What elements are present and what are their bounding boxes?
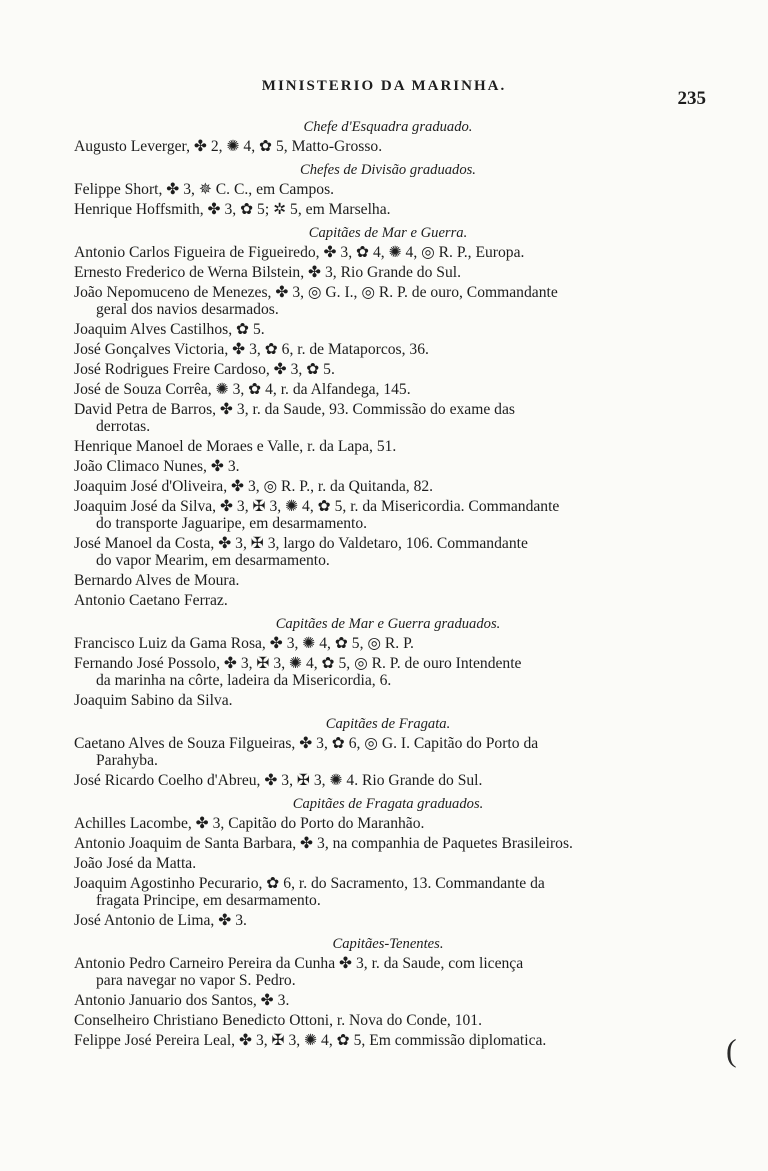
officer-entry (74, 655, 702, 689)
entry-text: José de Souza Corrêa, ✺ 3, ✿ 4, r. da Alfandega, 145. (74, 381, 411, 398)
page-body (74, 112, 702, 1052)
entry-continuation: geral dos navios desarmados. (96, 301, 279, 318)
entry-text: Joaquim Sabino da Silva. (74, 692, 233, 709)
officer-entry (74, 284, 702, 318)
section-heading: Capitães de Fragata. (325, 716, 451, 732)
entry-text: Joaquim Alves Castilhos, ✿ 5. (74, 321, 265, 338)
entry-text: José Manoel da Costa, ✤ 3, ✠ 3, largo do Valdetaro, 106. Commandante (74, 535, 528, 552)
section-heading: Chefe d'Esquadra graduado. (303, 119, 473, 135)
section-heading: Capitães de Mar e Guerra. (308, 225, 468, 241)
officer-entry (74, 815, 702, 832)
officer-entry (74, 321, 702, 338)
officer-entry (74, 912, 702, 929)
section-heading: Chefes de Divisão graduados. (300, 162, 476, 178)
entry-continuation: do vapor Mearim, em desarmamento. (96, 552, 330, 569)
entry-continuation: para navegar no vapor S. Pedro. (96, 972, 296, 989)
officer-entry (74, 735, 702, 769)
officer-entry (74, 1032, 702, 1049)
entry-text: José Antonio de Lima, ✤ 3. (74, 912, 247, 929)
officer-entry (74, 635, 702, 652)
entry-text: José Ricardo Coelho d'Abreu, ✤ 3, ✠ 3, ✺ 4. Rio Grande do Sul. (74, 772, 483, 789)
entry-text: José Gonçalves Victoria, ✤ 3, ✿ 6, r. de Mataporcos, 36. (74, 341, 429, 358)
officer-entry (74, 955, 702, 989)
officer-entry (74, 478, 702, 495)
entry-text: Felippe José Pereira Leal, ✤ 3, ✠ 3, ✺ 4, ✿ 5, Em commissão diplomatica. (74, 1032, 547, 1049)
entry-text: João Climaco Nunes, ✤ 3. (74, 458, 240, 475)
officer-entry (74, 244, 702, 261)
officer-entry (74, 458, 702, 475)
officer-entry (74, 138, 702, 155)
officer-entry (74, 855, 702, 872)
officer-entry (74, 835, 702, 852)
entry-continuation: fragata Principe, em desarmamento. (96, 892, 321, 909)
officer-entry (74, 535, 702, 569)
entry-text: Joaquim José d'Oliveira, ✤ 3, ◎ R. P., r. da Quitanda, 82. (74, 478, 434, 495)
entry-text: Joaquim José da Silva, ✤ 3, ✠ 3, ✺ 4, ✿ 5, r. da Misericordia. Commandante (74, 498, 560, 515)
entry-text: Fernando José Possolo, ✤ 3, ✠ 3, ✺ 4, ✿ 5, ◎ R. P. de ouro Intendente (74, 655, 522, 672)
entry-text: Antonio Januario dos Santos, ✤ 3. (74, 992, 290, 1009)
officer-entry (74, 1012, 702, 1029)
entry-text: Achilles Lacombe, ✤ 3, Capitão do Porto do Maranhão. (74, 815, 425, 832)
entry-text: Felippe Short, ✤ 3, ✵ C. C., em Campos. (74, 181, 335, 198)
officer-entry (74, 381, 702, 398)
entry-continuation: da marinha na côrte, ladeira da Misericordia, 6. (96, 672, 392, 689)
margin-bracket: ( (726, 1032, 737, 1068)
entry-text: Caetano Alves de Souza Filgueiras, ✤ 3, ✿ 6, ◎ G. I. Capitão do Porto da (74, 735, 539, 752)
entry-text: Henrique Hoffsmith, ✤ 3, ✿ 5; ✲ 5, em Marselha. (74, 201, 391, 218)
page-number: 235 (677, 88, 706, 109)
entry-text: David Petra de Barros, ✤ 3, r. da Saude, 93. Commissão do exame das (74, 401, 515, 418)
officer-entry (74, 572, 702, 589)
officer-entry (74, 361, 702, 378)
officer-entry (74, 341, 702, 358)
entry-text: Antonio Pedro Carneiro Pereira da Cunha ✤ 3, r. da Saude, com licença (74, 955, 524, 972)
entry-text: Antonio Carlos Figueira de Figueiredo, ✤ 3, ✿ 4, ✺ 4, ◎ R. P., Europa. (74, 244, 525, 261)
entry-text: Bernardo Alves de Moura. (74, 572, 240, 589)
entry-text: João José da Matta. (74, 855, 197, 872)
entry-text: José Rodrigues Freire Cardoso, ✤ 3, ✿ 5. (74, 361, 335, 378)
officer-entry (74, 401, 702, 435)
officer-entry (74, 592, 702, 609)
officer-entry (74, 992, 702, 1009)
officer-entry (74, 692, 702, 709)
entry-continuation: Parahyba. (96, 752, 158, 769)
officer-entry (74, 438, 702, 455)
entry-text: Augusto Leverger, ✤ 2, ✺ 4, ✿ 5, Matto-Grosso. (74, 138, 383, 155)
officer-entry (74, 772, 702, 789)
entry-continuation: do transporte Jaguaripe, em desarmamento. (96, 515, 368, 532)
officer-entry (74, 264, 702, 281)
entry-text: Henrique Manoel de Moraes e Valle, r. da Lapa, 51. (74, 438, 397, 455)
officer-entry (74, 201, 702, 218)
running-title: MINISTERIO DA MARINHA. (261, 78, 507, 94)
entry-text: Joaquim Agostinho Pecurario, ✿ 6, r. do Sacramento, 13. Commandante da (74, 875, 545, 892)
section-heading: Capitães de Mar e Guerra graduados. (275, 616, 501, 632)
entry-text: João Nepomuceno de Menezes, ✤ 3, ◎ G. I., ◎ R. P. de ouro, Commandante (74, 284, 558, 301)
entry-text: Antonio Caetano Ferraz. (74, 592, 228, 609)
entry-text: Conselheiro Christiano Benedicto Ottoni, r. Nova do Conde, 101. (74, 1012, 482, 1029)
section-heading: Capitães-Tenentes. (332, 936, 444, 952)
entry-text: Francisco Luiz da Gama Rosa, ✤ 3, ✺ 4, ✿ 5, ◎ R. P. (74, 635, 414, 652)
section-heading: Capitães de Fragata graduados. (292, 796, 484, 812)
officer-entry (74, 498, 702, 532)
officer-entry (74, 875, 702, 909)
entry-continuation: derrotas. (96, 418, 151, 435)
entry-text: Antonio Joaquim de Santa Barbara, ✤ 3, na companhia de Paquetes Brasileiros. (74, 835, 573, 852)
officer-entry (74, 181, 702, 198)
entry-text: Ernesto Frederico de Werna Bilstein, ✤ 3, Rio Grande do Sul. (74, 264, 461, 281)
